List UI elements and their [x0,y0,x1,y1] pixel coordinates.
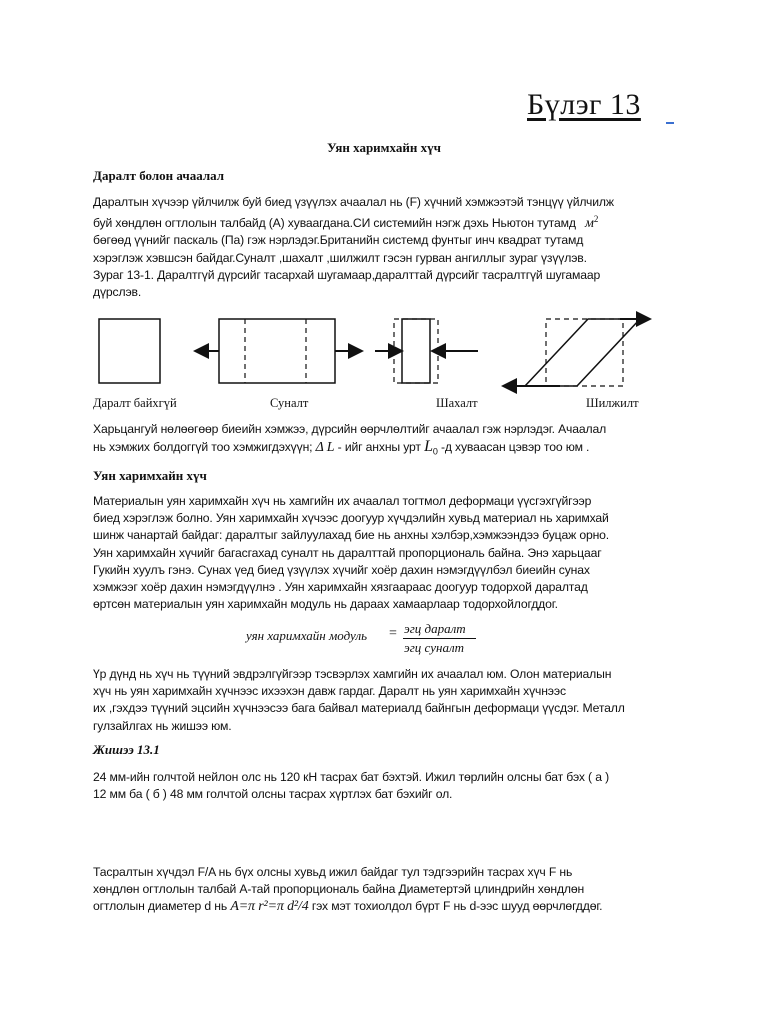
example-heading: Жишээ 13.1 [93,742,160,757]
text-line: хэрэглэж хэвшсэн байдаг.Суналт ,шахалт ,шилжилт гэсэн гурван ангиллыг зураг үзүүлэв. [93,250,587,265]
text-line: Тасралтын хүчдэл F/A нь бүх олсны хувьд ижил байдаг тул тэдгээрийн тасрах хүч F нь [93,865,573,879]
text-line: буй хөндлөн огтлолын талбайд (A) хуваагдана.СИ системийн нэгж дэхь Ньютон тутамд $м^2$ [93,214,599,232]
text-line: дүрслэв. [93,285,142,300]
text-line: бөгөөд үүнийг паскаль (Па) гэж нэрлэдэг.Британийн системд фунтыг инч квадрат тутамд [93,233,584,248]
formula-fraction-bar [403,638,476,639]
text-line: хөндлөн огтлолын талбай A-тай пропорциональ байна Диаметертэй цлиндрийн хөндлөн [93,882,585,897]
paragraph-solution [93,864,683,916]
caption-shear: Шилжилт [586,396,639,410]
formula-lhs: уян харимхайн модуль [246,628,368,643]
formula-denominator: эгц суналт [404,640,465,655]
paragraph-strain [93,421,683,461]
subsection-heading-elastic: Уян харимхайн хүч [93,468,207,483]
chapter-title: Бүлэг 13 [527,88,641,121]
text-line: их ,гэхдээ түүний эцсийн хүчнээсээ бага байвал материалд байнгын деформаци үүсдэг. Металл [93,701,625,716]
l0-symbol: L [424,438,433,456]
unit-symbol: м [585,216,594,232]
caption-compression: Шахалт [436,396,478,410]
paragraph-pressure [93,194,683,301]
text-line: 24 мм-ийн голчтой нейлон олс нь 120 кН тасрах бат бэхтэй. Ижил төрлийн олсны бат бэх ( а ) [93,770,609,784]
area-formula: A=π r²=π d²/4 [230,899,309,915]
example-text [93,769,683,803]
text-line: нь хэмжих болдоггүй тоо хэмжигдэхүүн; Δ L - ийг анхны урт $L_0$ -д хуваасан цэвэр тоо юм . [93,438,590,457]
text-line: өртсөн материалын уян харимхайн модуль нь дараах хамаарлаар тодорхойлогддог. [93,597,558,612]
text-line: Харьцангуй нөлөөгөөр биеийн хэмжээ, дүрсийн өөрчлөлтийг ачаалал гэж нэрлэдэг. Ачаалал [93,422,607,436]
figure-compression [375,319,478,383]
text-line: Зураг 13-1. Даралтгүй дүрсийг тасархай шугамаар,даралттай дүрсийг тасралтгүй шугамаар [93,267,601,282]
delta-l-symbol: Δ L [315,440,335,456]
text-line: Уян харимхайн хүчийг багасгахад суналт нь даралттай пропорциональ байна. Энэ харьцааг [93,545,602,560]
text-line: Материалын уян харимхайн хүч нь хамгийн их ачаалал тогтмол деформаци үүсгэхгүйгээр [93,494,592,508]
unit-exponent: 2 [593,214,599,225]
paragraph-elastic [93,493,683,613]
caption-tension: Суналт [270,396,309,410]
deformation-figure [0,310,768,400]
paragraph-strength [93,666,683,735]
figure-tension [197,319,360,383]
figure-shear [505,319,648,386]
text-line: Үр дүнд нь хүч нь түүний эвдрэлгүйгээр тэсвэрлэх хамгийн их ачаалал юм. Олон материалын [93,667,612,681]
text-line: Даралтын хүчээр үйлчилж буй биед үзүүлэх ачаалал нь (F) хүчний хэмжээтэй тэнцүү үйлчилж [93,195,614,209]
text-line: 12 мм ба ( б ) 48 мм голчтой олсны тасрах хүртлэх бат бэхийг ол. [93,787,453,802]
formula-equals: = [389,626,397,641]
formula-numerator: эгц даралт [404,621,466,636]
text-line: хэмжээг хоёр дахин нэмэгдүүлнэ . Уян харимхайн хязгаараас доогуур тодорхой даралтад [93,580,588,595]
chapter-underline-mark [666,122,674,124]
figure-no-stress [99,319,160,383]
text-line: шинж чанартай байдаг: даралтыг зайлуулахад бие нь анхны хэлбэр,хэмжээндээ буцаж орно. [93,528,610,543]
caption-no-stress: Даралт байхгүй [93,396,177,410]
subsection-heading-pressure: Даралт болон ачаалал [93,168,225,183]
text-line: огтлолын диаметер d нь A=π r²=π d²/4 гэх мэт тохиолдол бүрт F нь d-ээс шууд өөрчлөгддөг. [93,899,603,915]
text-line: Гукийн хуулъ гэнэ. Сунах үед биед үзүүлэх хүчийг хоёр дахин нэмэгдүүлбэл биеийн сунах [93,562,590,577]
text-line: гулзайлгах нь жишээ юм. [93,718,232,733]
text-line: биед хэрэглэж болно. Уян харимхайн хүчээс доогуур хүчдэлийн хувьд материал нь харимхай [93,511,609,526]
section-title: Уян харимхайн хүч [327,140,441,155]
text-line: хүч нь уян харимхайн хүчнээс ихээхэн давж гардаг. Даралт нь уян харимхайн хүчнээс [93,684,566,699]
